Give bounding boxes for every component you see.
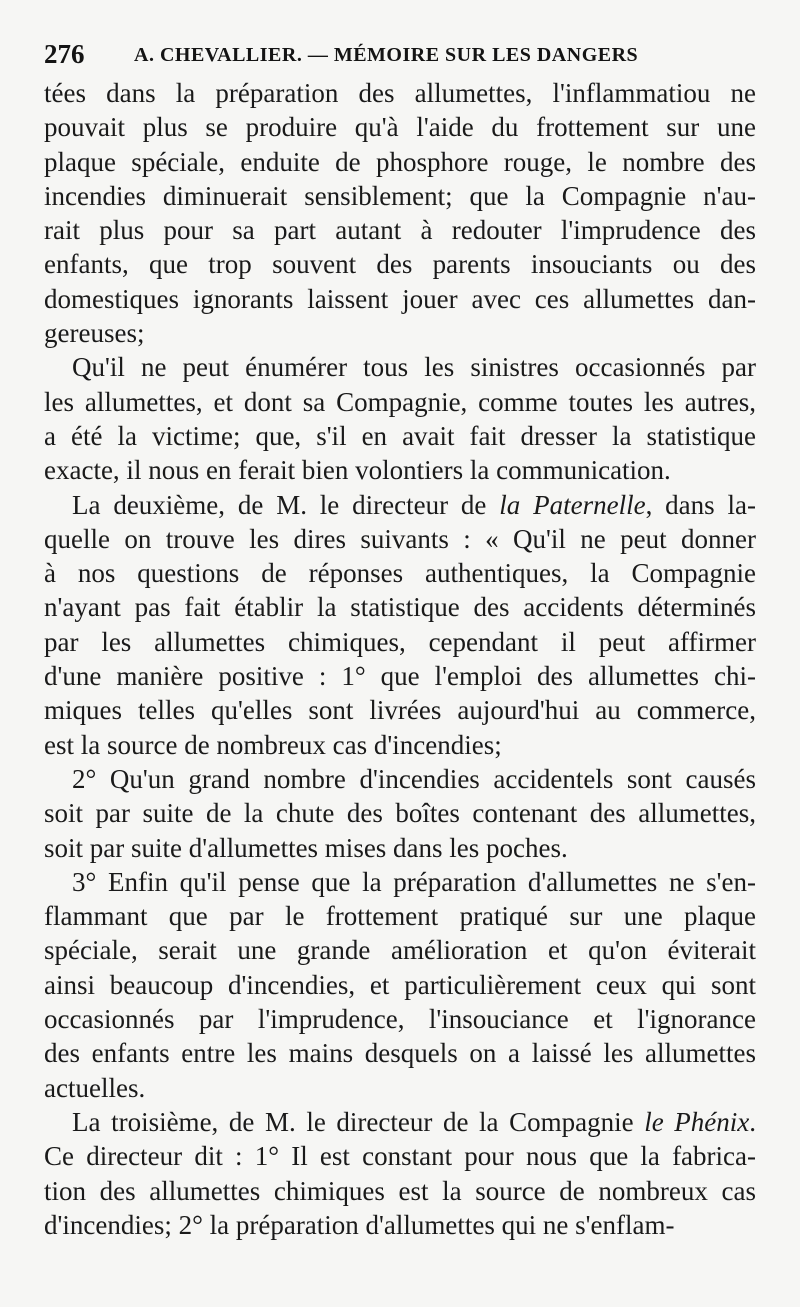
text-line: par les allumettes chimiques, cependant il peut affirmer <box>44 626 756 657</box>
text-line: Ce directeur dit : 1° Il est constant pour nous que la fabrica- <box>44 1141 756 1172</box>
text-line: 3° Enfin qu'il pense que la préparation d'allumettes ne s'en- <box>72 866 756 897</box>
text-line: d'une manière positive : 1° que l'emploi des allumettes chi- <box>44 661 756 692</box>
text-line: domestiques ignorants laissent jouer avec ces allumettes dan- <box>44 283 756 314</box>
text-line: a été la victime; que, s'il en avait fait dresser la statistique <box>44 420 756 451</box>
text-line: 2° Qu'un grand nombre d'incendies accidentels sont causés <box>72 763 756 794</box>
text-line: à nos questions de réponses authentiques, la Compagnie <box>44 558 756 589</box>
text-line: La deuxième, de M. le directeur de la Paternelle, dans la- <box>72 489 756 520</box>
text-line: pouvait plus se produire qu'à l'aide du frottement sur une <box>44 112 756 143</box>
text-line: actuelles. <box>44 1072 146 1103</box>
page-number: 276 <box>44 39 85 69</box>
text-line: des enfants entre les mains desquels on a laissé les allumettes <box>44 1038 756 1069</box>
text-line: les allumettes, et dont sa Compagnie, comme toutes les autres, <box>44 386 756 417</box>
text-line: spéciale, serait une grande amélioration et qu'on éviterait <box>44 935 756 966</box>
text-line: est la source de nombreux cas d'incendies; <box>44 729 502 760</box>
text-line: n'ayant pas fait établir la statistique des accidents déterminés <box>44 592 756 623</box>
text-line: ainsi beaucoup d'incendies, et particulièrement ceux qui sont <box>44 969 756 1000</box>
italic-title: la Paternelle <box>499 489 646 520</box>
text-line: incendies diminuerait sensiblement; que la Compagnie n'au- <box>44 180 756 211</box>
text-line: flammant que par le frottement pratiqué sur une plaque <box>44 901 756 932</box>
text-line: quelle on trouve les dires suivants : « Qu'il ne peut donner <box>44 523 756 554</box>
page-header <box>44 36 764 72</box>
body-text <box>44 76 756 1242</box>
text-line: plaque spéciale, enduite de phosphore rouge, le nombre des <box>44 146 756 177</box>
text-line: d'incendies; 2° la préparation d'allumettes qui ne s'enflam- <box>44 1209 675 1240</box>
text-line: soit par suite d'allumettes mises dans les poches. <box>44 832 568 863</box>
text-line: enfants, que trop souvent des parents insouciants ou des <box>44 249 756 280</box>
text-line: miques telles qu'elles sont livrées aujourd'hui au commerce, <box>44 695 756 726</box>
running-head: A. CHEVALLIER. — MÉMOIRE SUR LES DANGERS <box>134 44 639 66</box>
text-line: soit par suite de la chute des boîtes contenant des allumettes, <box>44 798 756 829</box>
text-line: gereuses; <box>44 318 145 349</box>
text-line: La troisième, de M. le directeur de la Compagnie le Phénix. <box>72 1106 756 1137</box>
text-line: tion des allumettes chimiques est la source de nombreux cas <box>44 1175 756 1206</box>
italic-title: le Phénix <box>644 1106 750 1137</box>
text-line: occasionnés par l'imprudence, l'insouciance et l'ignorance <box>44 1004 756 1035</box>
text-line: exacte, il nous en ferait bien volontiers la communication. <box>44 455 671 486</box>
text-line: tées dans la préparation des allumettes, l'inflammatiou ne <box>44 78 756 108</box>
text-line: Qu'il ne peut énumérer tous les sinistres occasionnés par <box>72 352 756 383</box>
text-line: rait plus pour sa part autant à redouter l'imprudence des <box>44 215 756 246</box>
